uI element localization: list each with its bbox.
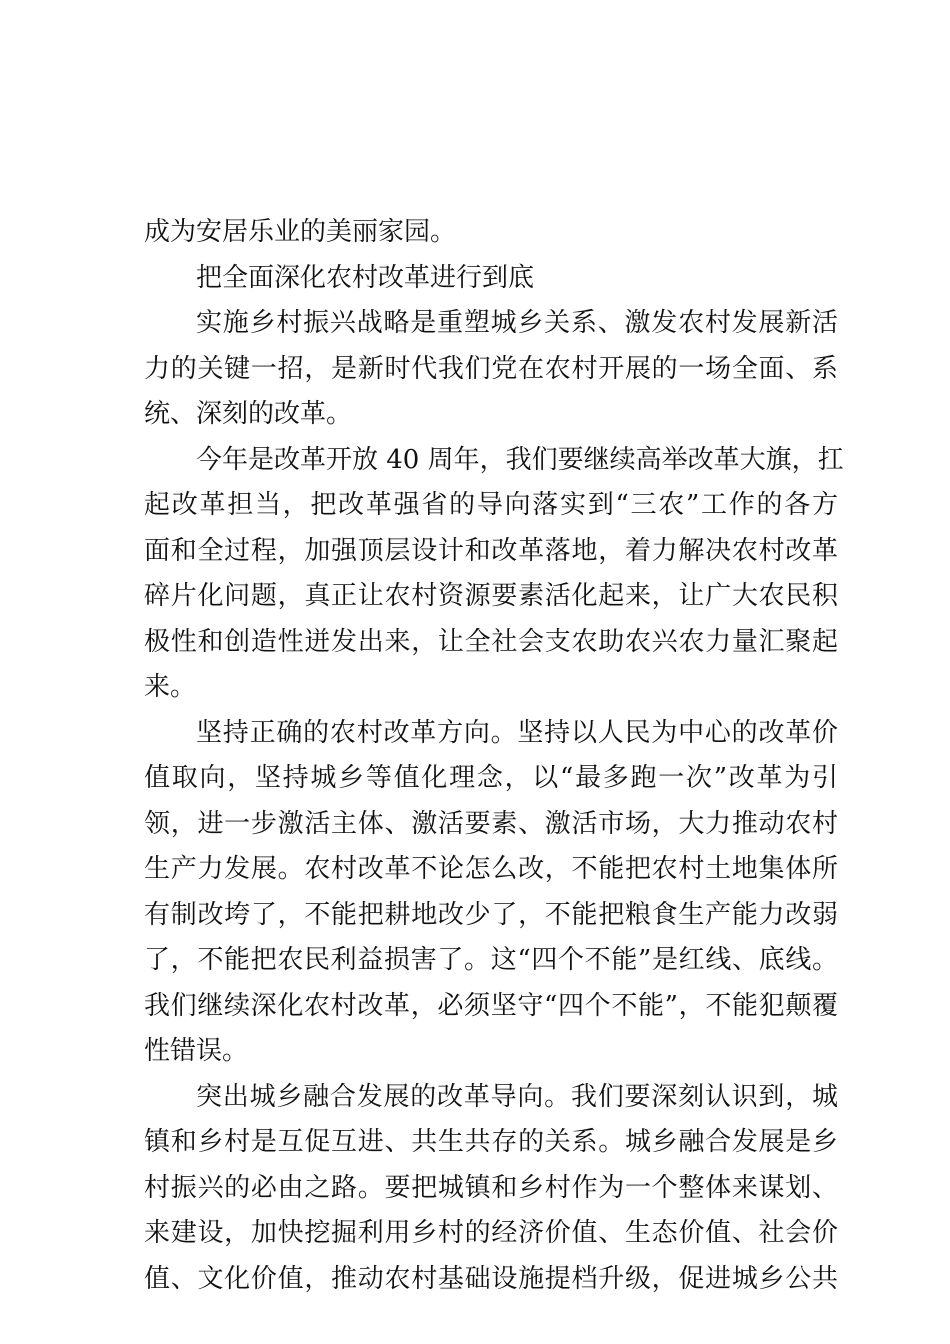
text-line: 有制改垮了，不能把耕地改少了，不能把粮食生产能力改弱 (144, 899, 838, 930)
document-body (144, 210, 844, 1302)
text-line: 生产力发展。农村改革不论怎么改，不能把农村土地集体所 (144, 854, 838, 884)
text-line: 了，不能把农民利益损害了。这“四个不能”是红线、底线。 (144, 945, 838, 975)
section-heading: 把全面深化农村改革进行到底 (196, 262, 535, 293)
text-line: 领，进一步激活主体、激活要素、激活市场，大力推动农村 (144, 808, 838, 839)
text-line: 碎片化问题，真正让农村资源要素活化起来，让广大农民积 (144, 581, 838, 611)
text-line: 力的关键一招，是新时代我们党在农村开展的一场全面、系 (144, 353, 838, 384)
text-line: 来。 (144, 672, 197, 702)
text-line: 突出城乡融合发展的改革导向。我们要深刻认识到，城 (196, 1081, 838, 1112)
text-line: 值、文化价值，推动农村基础设施提档升级，促进城乡公共 (144, 1263, 838, 1294)
text-line: 起改革担当，把改革强省的导向落实到“三农”工作的各方 (144, 490, 838, 520)
text-line: 我们继续深化农村改革，必须坚守“四个不能”，不能犯颠覆 (144, 990, 838, 1021)
text-line: 镇和乡村是互促互进、共生共存的关系。城乡融合发展是乡 (144, 1127, 838, 1157)
text-line: 极性和创造性迸发出来，让全社会支农助农兴农力量汇聚起 (144, 626, 838, 657)
text-line: 实施乡村振兴战略是重塑城乡关系、激发农村发展新活 (196, 308, 838, 338)
text-line: 统、深刻的改革。 (144, 399, 353, 429)
text-line: 面和全过程，加强顶层设计和改革落地，着力解决农村改革 (144, 535, 838, 566)
text-line: 今年是改革开放 40 周年，我们要继续高举改革大旗，扛 (196, 444, 844, 475)
text-line: 来建设，加快挖掘利用乡村的经济价值、生态价值、社会价 (144, 1218, 838, 1248)
text-line: 成为安居乐业的美丽家园。 (144, 217, 457, 247)
text-line: 性错误。 (144, 1036, 249, 1066)
text-line: 村振兴的必由之路。要把城镇和乡村作为一个整体来谋划、 (144, 1172, 838, 1203)
text-line: 值取向，坚持城乡等值化理念，以“最多跑一次”改革为引 (144, 763, 838, 793)
text-line: 坚持正确的农村改革方向。坚持以人民为中心的改革价 (196, 717, 838, 748)
